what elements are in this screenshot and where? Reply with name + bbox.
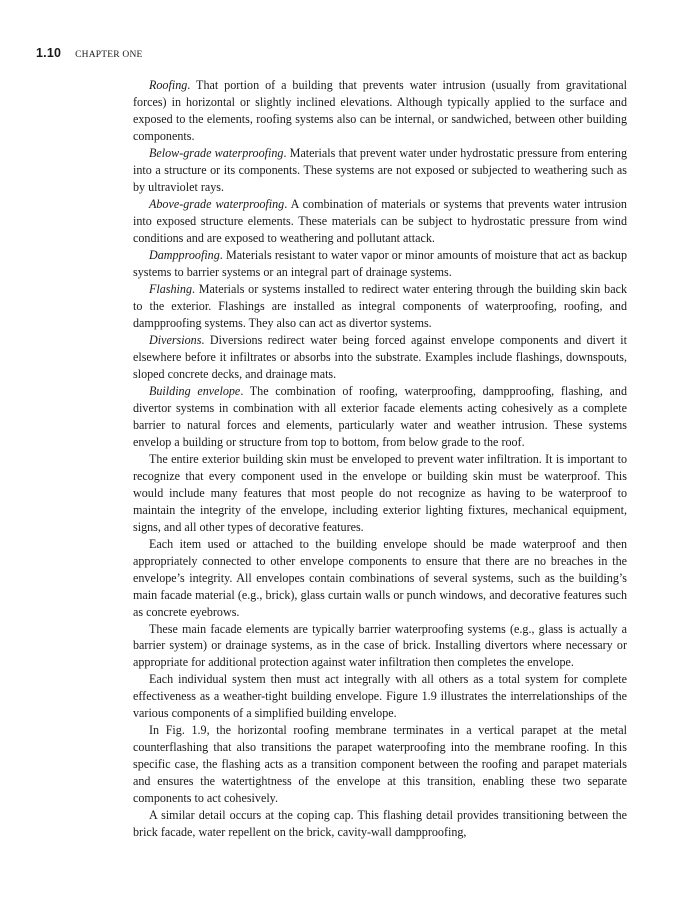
paragraph-total-system: Each individual system then must act integrally with all others as a total system for complete effectiveness as a weather-tight building envelope. Figure 1.9 illustrates the interrelationships of the various components of a simplified building envelope.: [133, 672, 627, 721]
definition-flashing: [133, 281, 627, 332]
definition-text: . That portion of a building that prevents water intrusion (usually from gravitational forces) in horizontal or slightly inclined elevations. Although typically applied to the surface and exposed to the elements, roofing systems also can be internal, or sandwiched, between other building components.: [133, 78, 627, 143]
definition-term: Flashing: [149, 281, 193, 296]
definition-term: Dampproofing: [149, 247, 220, 262]
chapter-label: CHAPTER ONE: [75, 50, 143, 60]
definition-roofing: [133, 77, 627, 145]
paragraph-coping-cap: A similar detail occurs at the coping cap. This flashing detail provides transitioning between the brick facade, water repellent on the brick, cavity-wall dampproofing,: [133, 808, 627, 840]
definition-text: . A combination of materials or systems that prevents water intrusion into exposed structure elements. These materials can be subject to hydrostatic pressure from wind conditions and are exposed to weathering and pollutant attack.: [133, 196, 627, 245]
definition-building-envelope: [133, 383, 627, 451]
definition-text: . Materials or systems installed to redirect water entering through the building skin back to the exterior. Flashings are installed as integral components of waterproofing, roofing, and dampproofing systems. They also can act as divertor systems.: [133, 281, 627, 330]
page-number: 1.10: [36, 46, 62, 60]
definition-text: . The combination of roofing, waterproofing, dampproofing, flashing, and divertor systems in combination with all exterior facade elements acting cohesively as a complete barrier to natural forces and elements, particularly water and weather intrusion. These systems envelop a building or structure from top to bottom, from below grade to the roof.: [133, 383, 628, 449]
definition-text: . Materials that prevent water under hydrostatic pressure from entering into a structure or its components. These systems are not exposed or subjected to weathering such as by ultraviolet rays.: [133, 145, 627, 194]
definition-below-grade-waterproofing: [133, 145, 627, 196]
definition-text: . Materials resistant to water vapor or minor amounts of moisture that act as backup systems to barrier systems or an integral part of drainage systems.: [133, 247, 627, 279]
paragraph-figure-1-9: In Fig. 1.9, the horizontal roofing membrane terminates in a vertical parapet at the metal counterflashing that also transitions the parapet waterproofing into the membrane roofing. In this specific case, the flashing acts as a transition component between the roofing and parapet materials and ensures the watertightness of the envelope at this transition, enabling these two separate components to act cohesively.: [133, 723, 627, 806]
definition-above-grade-waterproofing: [133, 196, 627, 247]
definition-diversions: [133, 332, 627, 383]
definition-term: Building envelope: [149, 383, 241, 398]
definition-term: Above-grade waterproofing: [149, 196, 285, 211]
definition-dampproofing: [133, 247, 627, 281]
paragraph-envelope-skin: The entire exterior building skin must be enveloped to prevent water infiltration. It is important to recognize that every component used in the envelope or building skin must be waterproof. This would include many features that most people do not recognize as having to be waterproof to maintain the integrity of the envelope, including exterior lighting fixtures, mechanical equipment, signs, and all other types of decorative features.: [133, 451, 627, 534]
definition-term: Roofing: [149, 78, 188, 92]
paragraph-facade-elements: These main facade elements are typically barrier waterproofing systems (e.g., glass is actually a barrier system) or drainage systems, as in the case of brick. Installing divertors where necessary or appropriate for additional protection against water infiltration then completes the envelope.: [133, 621, 627, 670]
running-head: [36, 46, 143, 60]
definition-term: Diversions: [149, 332, 202, 347]
definition-term: Below-grade waterproofing: [149, 145, 284, 160]
body-text: [133, 77, 627, 841]
definition-text: . Diversions redirect water being forced against envelope components and divert it elsewhere before it infiltrates or absorbs into the substrate. Examples include flashings, downspouts, sloped concrete decks, and drainage mats.: [133, 332, 627, 381]
paragraph-envelope-integrity: Each item used or attached to the building envelope should be made waterproof and then appropriately connected to other envelope components to ensure that there are no breaches in the envelope’s integrity. All envelopes contain combinations of several systems, such as the building’s main facade material (e.g., brick), glass curtain walls or punch windows, and decorative features such as concrete eyebrows.: [133, 536, 627, 619]
